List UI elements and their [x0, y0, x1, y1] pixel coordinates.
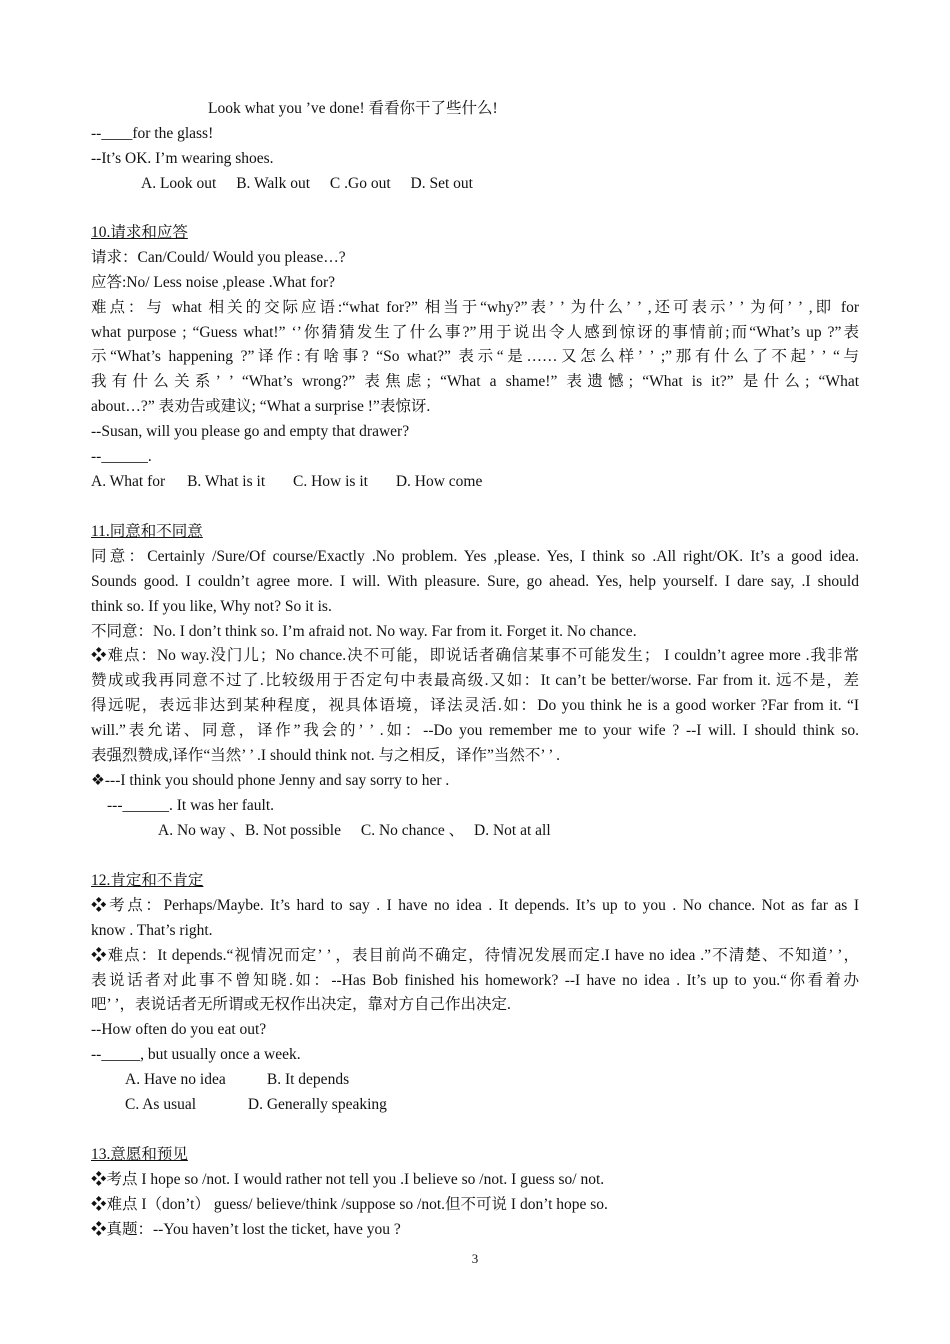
text-line: ❖难点 I（don’t） guess/ believe/think /suppose so /not.但不可说 I don’t hope so. — [91, 1195, 608, 1213]
text-line: 难点：与 what 相关的交际应语:“what for?” 相当于“why?”表’ ’ 为什么’ ’ ,还可表示’ ’ 为何’ ’ ,即 for — [91, 298, 859, 316]
text-line: ❖考点 I hope so /not. I would rather not tell you .I believe so /not. I guess so/ not. — [91, 1170, 605, 1188]
text-line: Sounds good. I couldn’t agree more. I will. With pleasure. Sure, go ahead. Yes, help yourself. I dare say, .I should — [91, 572, 859, 590]
text-line: ❖难点：It depends.“视情况而定’ ’ ，表目前尚不确定，待情况发展而定.I have no idea .”不清楚、不知道’ ’， — [91, 946, 859, 964]
option-d: D. Set out — [410, 174, 473, 192]
text-line: 表强烈赞成,译作“当然’ ’ .I should think not. 与之相反，译作”当然不’ ’ . — [91, 747, 560, 765]
option-a: A. Have no idea — [125, 1071, 226, 1089]
text-line: ❖考点：Perhaps/Maybe. It’s hard to say . I have no idea . It depends. It’s up to you . No chance. Not as far as I — [91, 896, 859, 914]
text-line: 得远呢，表远非达到某种程度，视具体语境，译法灵活.如：Do you think he is a good worker ?Far from it. “I — [91, 697, 859, 715]
option-ab: A. No way 、B. Not possible — [158, 821, 341, 839]
section-9-tail — [91, 97, 859, 197]
dialog-line: --Susan, will you please go and empty that drawer? — [91, 423, 410, 441]
section-12 — [91, 869, 859, 1118]
section-11 — [91, 520, 859, 844]
text-line: think so. If you like, Why not? So it is. — [91, 597, 332, 615]
option-b: B. What is it — [187, 472, 266, 490]
text-line: ❖真题：--You haven’t lost the ticket, have you ? — [91, 1220, 401, 1238]
options-line — [91, 1068, 859, 1093]
option-a: A. Look out — [141, 174, 217, 192]
section-heading: 12.肯定和不肯定 — [91, 872, 204, 889]
option-c: C. No chance 、 — [360, 821, 465, 839]
dialog-line: --_____, but usually once a week. — [91, 1046, 301, 1064]
text-line: what purpose ; “Guess what!” ‘’你猜猜发生了什么事?”用于说出令人感到惊讶的事情前;而“What’s up ?”表 — [91, 323, 859, 341]
text-line: 同意：Certainly /Sure/Of course/Exactly .No problem. Yes ,please. Yes, I think so .All right/OK. It’s a good idea. — [91, 547, 859, 565]
text-line: ❖难点：No way.没门儿；No chance.决不可能，即说话者确信某事不可能发生； I couldn’t agree more .我非常 — [91, 647, 859, 665]
section-heading: 13.意愿和预见 — [91, 1146, 188, 1163]
option-b: B. It depends — [266, 1071, 350, 1089]
option-c: C .Go out — [329, 174, 391, 192]
section-10 — [91, 221, 859, 495]
dialog-line: --It’s OK. I’m wearing shoes. — [91, 149, 274, 167]
text-line: 应答:No/ Less noise ,please .What for? — [91, 273, 336, 291]
section-heading: 11.同意和不同意 — [91, 523, 203, 540]
text-line: 赞成或我再同意不过了.比较级用于否定句中表最高级.又如：It can’t be better/worse. Far from it. 远不是，差 — [91, 672, 859, 690]
text-line: know . That’s right. — [91, 921, 213, 939]
page-number: 3 — [471, 1251, 479, 1266]
text-line: 表说话者对此事不曾知晓.如：--Has Bob finished his homework? --I have no idea . It’s up to you.“你看着办 — [91, 971, 859, 989]
text-line: 吧’ ’，表说话者无所谓或无权作出决定，靠对方自己作出决定. — [91, 996, 511, 1014]
dialog-line: --How often do you eat out? — [91, 1021, 267, 1039]
text-line: 示“What’s happening ?”译作:有啥事? “So what?” 表示“是……又怎么样’ ’ ;”那有什么了不起’ ’ “与 — [91, 348, 859, 366]
option-d: D. Not at all — [474, 821, 551, 839]
options-line — [91, 819, 859, 844]
option-c: C. As usual — [125, 1096, 197, 1114]
text-line: 不同意：No. I don’t think so. I’m afraid not. No way. Far from it. Forget it. No chance. — [91, 622, 637, 640]
dialog-line: --____for the glass! — [91, 124, 214, 142]
dialog-line: ❖---I think you should phone Jenny and say sorry to her . — [91, 771, 450, 789]
text-line: about…?” 表劝告或建议; “What a surprise !”表惊讶. — [91, 398, 431, 416]
text-line: 我有什么关系’ ’ “What’s wrong?” 表焦虑; “What a shame!” 表遗憾; “What is it?” 是什么; “What — [91, 373, 859, 391]
options-line — [91, 470, 859, 495]
option-c: C. How is it — [293, 472, 368, 490]
section-13 — [91, 1143, 859, 1243]
text-line: 请求：Can/Could/ Would you please…? — [91, 248, 346, 266]
option-b: B. Walk out — [236, 174, 311, 192]
options-line — [91, 172, 859, 197]
text-line: will.”表允诺、同意，译作”我会的’ ’ .如：--Do you remember me to your wife ? --I will. I should think so. — [91, 722, 859, 740]
dialog-line: ---______. It was her fault. — [107, 796, 275, 814]
dialog-line: --______. — [91, 448, 152, 466]
options-line — [91, 1093, 859, 1118]
option-d: D. Generally speaking — [247, 1096, 387, 1114]
option-a: A. What for — [91, 472, 166, 490]
example-line: Look what you ’ve done! 看看你干了些什么! — [208, 100, 498, 117]
section-heading: 10.请求和应答 — [91, 224, 188, 241]
option-d: D. How come — [395, 472, 483, 490]
